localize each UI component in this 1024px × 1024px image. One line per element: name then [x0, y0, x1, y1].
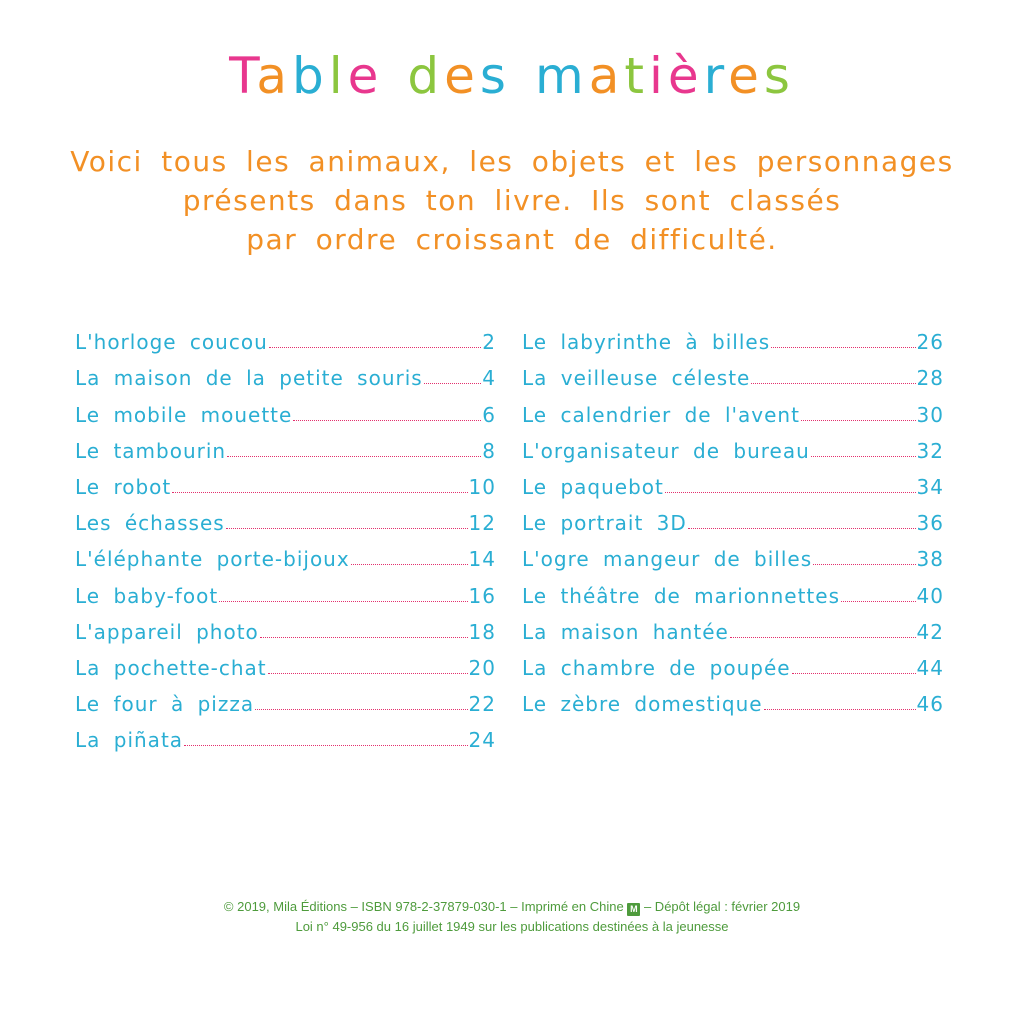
toc-entry: [75, 571, 496, 607]
toc-entry: [75, 354, 496, 390]
toc-dot-leader: [813, 564, 915, 565]
toc-entry: [75, 427, 496, 463]
toc-entry-title: Les échasses: [75, 511, 225, 536]
toc-page-number: 6: [482, 402, 496, 427]
toc-entry: [522, 644, 944, 680]
toc-right-column: [522, 318, 944, 716]
toc-dot-leader: [688, 528, 916, 529]
toc-entry-title: Le robot: [75, 474, 172, 499]
page-title: [0, 46, 1024, 106]
toc-dot-leader: [226, 528, 468, 529]
title-word: [535, 47, 795, 105]
toc-entry-title: La chambre de poupée: [522, 655, 791, 680]
toc-entry: [522, 427, 944, 463]
toc-entry-title: L'appareil photo: [75, 619, 259, 644]
toc-entry-title: Le tambourin: [75, 438, 227, 463]
toc-dot-leader: [268, 673, 468, 674]
toc-left-column: [75, 318, 496, 752]
copyright-footer: [0, 897, 1024, 937]
title-letter: a: [256, 47, 292, 105]
toc-entry-title: La pochette-chat: [75, 655, 267, 680]
toc-page-number: 8: [482, 438, 496, 463]
title-letter: a: [588, 47, 625, 105]
toc-entry: [522, 571, 944, 607]
toc-entry-title: La piñata: [75, 728, 184, 753]
toc-page-number: 46: [916, 692, 944, 717]
footer-copyright: © 2019, Mila Éditions – ISBN 978-2-37879-030-1 – Imprimé en Chine: [223, 899, 624, 914]
toc-dot-leader: [219, 601, 467, 602]
intro-line: par ordre croissant de difficulté.: [246, 223, 778, 256]
toc-page-number: 22: [468, 692, 496, 717]
title-letter: d: [407, 47, 445, 105]
title-letter: s: [479, 47, 511, 105]
toc-page-number: 30: [916, 402, 944, 427]
toc-entry: [522, 318, 944, 354]
title-word: [407, 47, 511, 105]
title-letter: m: [534, 47, 589, 105]
toc-page-number: 36: [916, 511, 944, 536]
title-letter: T: [229, 47, 257, 105]
toc-entry: [75, 463, 496, 499]
toc-entry: [522, 535, 944, 571]
title-letter: t: [624, 47, 649, 105]
toc-dot-leader: [751, 383, 915, 384]
toc-entry-title: Le baby-foot: [75, 583, 219, 608]
toc-page-number: 38: [916, 547, 944, 572]
publisher-logo: M: [627, 903, 640, 916]
title-letter: è: [667, 47, 704, 105]
toc-dot-leader: [293, 420, 481, 421]
toc-dot-leader: [184, 745, 468, 746]
toc-dot-leader: [227, 456, 481, 457]
toc-page-number: 20: [468, 655, 496, 680]
title-letter: l: [328, 47, 348, 105]
title-letter: e: [728, 47, 764, 105]
toc-entry-title: Le four à pizza: [75, 692, 255, 717]
toc-entry-title: L'organisateur de bureau: [522, 438, 810, 463]
toc-entry-title: Le zèbre domestique: [522, 692, 763, 717]
toc-page-number: 40: [916, 583, 944, 608]
toc-entry: [75, 318, 496, 354]
toc-entry: [75, 680, 496, 716]
toc-entry-title: Le calendrier de l'avent: [522, 402, 800, 427]
intro-line: présents dans ton livre. Ils sont classés: [182, 184, 842, 217]
toc-entry-title: La maison de la petite souris: [75, 366, 423, 391]
toc-page-number: 26: [916, 330, 944, 355]
toc-dot-leader: [792, 673, 916, 674]
toc-entry: [75, 390, 496, 426]
toc-page-number: 16: [468, 583, 496, 608]
toc-page-number: 10: [468, 474, 496, 499]
toc-dot-leader: [351, 564, 468, 565]
intro-text: [40, 142, 984, 259]
toc-dot-leader: [730, 637, 916, 638]
toc-dot-leader: [764, 709, 916, 710]
footer-line-1: [0, 897, 1024, 917]
toc-dot-leader: [665, 492, 916, 493]
footer-line-2: Loi n° 49-956 du 16 juillet 1949 sur les publications destinées à la jeunesse: [295, 919, 729, 934]
footer-legal-deposit: – Dépôt légal : février 2019: [643, 899, 801, 914]
toc-dot-leader: [811, 456, 916, 457]
toc-entry: [522, 463, 944, 499]
toc-page-number: 34: [916, 474, 944, 499]
toc-entry-title: L'ogre mangeur de billes: [522, 547, 813, 572]
toc-entry: [75, 535, 496, 571]
toc-entry-title: L'horloge coucou: [75, 330, 268, 355]
toc-entry-title: Le mobile mouette: [75, 402, 293, 427]
toc-entry: [522, 354, 944, 390]
title-letter: e: [444, 47, 480, 105]
title-letter: i: [648, 47, 668, 105]
toc-entry: [522, 608, 944, 644]
toc-dot-leader: [260, 637, 468, 638]
toc-page-number: 44: [916, 655, 944, 680]
toc-entry: [522, 680, 944, 716]
toc-entry: [522, 499, 944, 535]
toc-page-number: 32: [916, 438, 944, 463]
toc-entry-title: La maison hantée: [522, 619, 729, 644]
toc-entry: [75, 608, 496, 644]
toc-entry-title: L'éléphante porte-bijoux: [75, 547, 350, 572]
toc-entry-title: Le théâtre de marionnettes: [522, 583, 840, 608]
toc-page-number: 28: [916, 366, 944, 391]
title-word: [229, 47, 383, 105]
toc-dot-leader: [255, 709, 467, 710]
toc-page-number: 2: [482, 330, 496, 355]
toc-page-number: 4: [482, 366, 496, 391]
toc-entry: [75, 716, 496, 752]
toc-entry-title: Le labyrinthe à billes: [522, 330, 771, 355]
intro-line: Voici tous les animaux, les objets et les personnages: [70, 145, 954, 178]
toc-dot-leader: [771, 347, 915, 348]
toc-page-number: 24: [468, 728, 496, 753]
title-letter: r: [703, 47, 729, 105]
toc-entry-title: La veilleuse céleste: [522, 366, 751, 391]
toc-page-number: 14: [468, 547, 496, 572]
toc-entry-title: Le paquebot: [522, 474, 664, 499]
toc-entry: [75, 499, 496, 535]
title-letter: s: [763, 47, 795, 105]
toc-page-number: 12: [468, 511, 496, 536]
title-letter: e: [347, 47, 384, 105]
toc-dot-leader: [269, 347, 482, 348]
title-letter: b: [291, 47, 329, 105]
toc-entry: [75, 644, 496, 680]
toc-dot-leader: [424, 383, 482, 384]
toc-page-number: 18: [468, 619, 496, 644]
toc-dot-leader: [841, 601, 916, 602]
toc-entry: [522, 390, 944, 426]
toc-dot-leader: [801, 420, 916, 421]
toc-dot-leader: [172, 492, 467, 493]
toc-page-number: 42: [916, 619, 944, 644]
toc-entry-title: Le portrait 3D: [522, 511, 687, 536]
